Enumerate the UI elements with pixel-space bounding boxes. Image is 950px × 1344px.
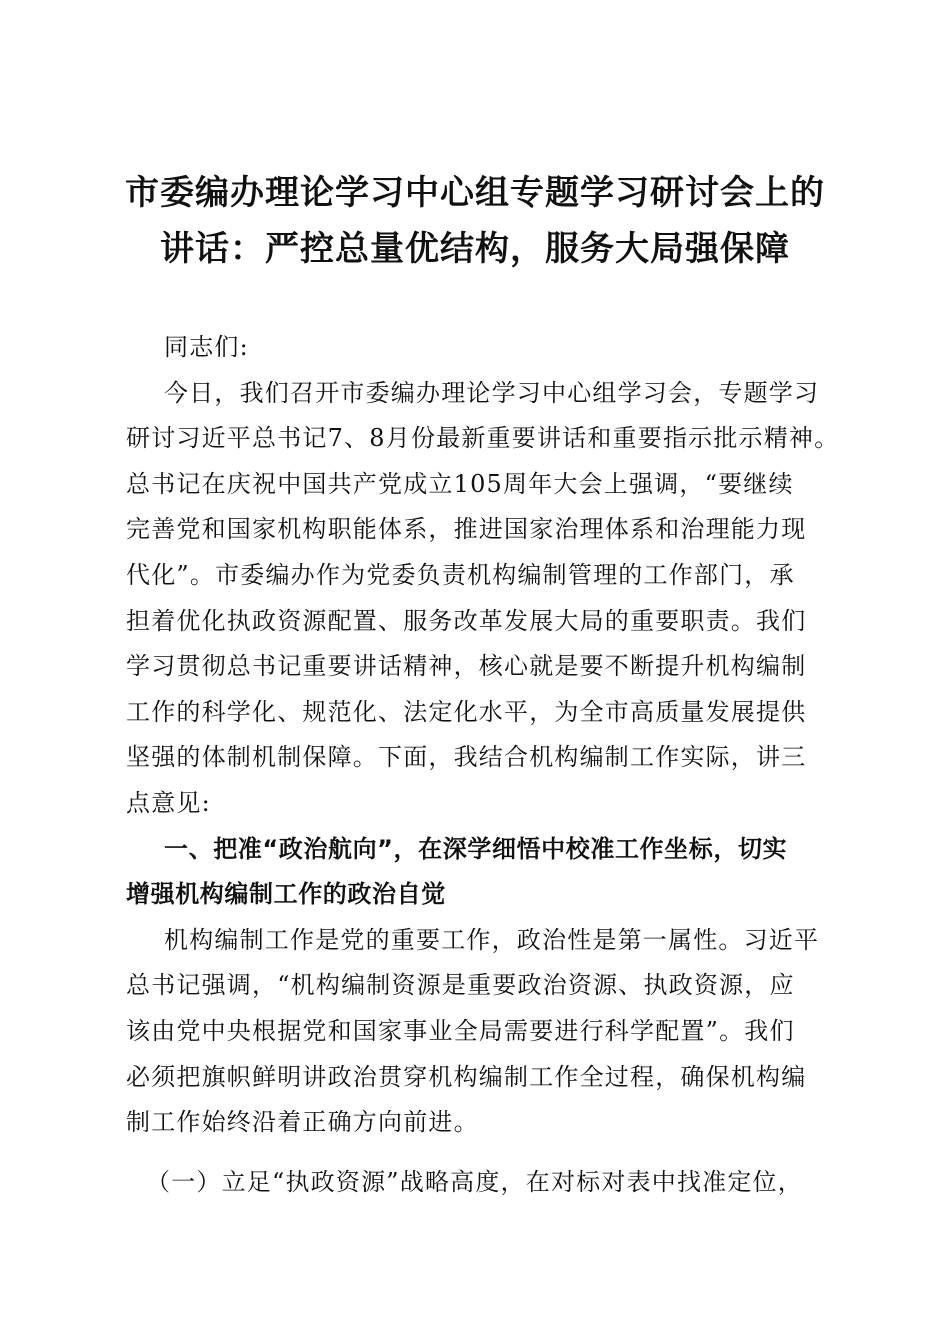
paragraph-line: 学习贯彻总书记重要讲话精神，核心就是要不断提升机构编制 <box>126 652 807 681</box>
heading-line: 一、把准“政治航向”，在深学细悟中校准工作坐标，切实 <box>164 834 788 863</box>
paragraph-line: 完善党和国家机构职能体系，推进国家治理体系和治理能力现 <box>126 515 807 544</box>
paragraph-section-1 <box>126 918 836 1146</box>
paragraph-line: 总书记强调，“机构编制资源是重要政治资源、执政资源，应 <box>126 971 795 1000</box>
paragraph-line: 担着优化执政资源配置、服务改革发展大局的重要职责。我们 <box>126 606 807 635</box>
paragraph-line: 坚强的体制机制保障。下面，我结合机构编制工作实际，讲三 <box>126 743 807 772</box>
paragraph-intro <box>126 371 840 827</box>
paragraph-line: 代化”。市委编办作为党委负责机构编制管理的工作部门，承 <box>126 560 795 589</box>
document-title <box>100 165 850 277</box>
paragraph-line: 该由党中央根据党和国家事业全局需要进行科学配置”。我们 <box>126 1016 795 1045</box>
section-heading-1 <box>126 827 836 918</box>
salutation: 同志们: <box>164 333 249 361</box>
paragraph-line: 工作的科学化、规范化、法定化水平，为全市高质量发展提供 <box>126 697 807 726</box>
title-line-1: 市委编办理论学习中心组专题学习研讨会上的 <box>125 173 825 213</box>
paragraph-line: 总书记在庆祝中国共产党成立105周年大会上强调，“要继续 <box>126 469 794 498</box>
document-body <box>126 325 840 1205</box>
heading-line: 增强机构编制工作的政治自觉 <box>126 880 446 909</box>
paragraph-line: 制工作始终沿着正确方向前进。 <box>126 1108 479 1137</box>
paragraph-line: 今日，我们召开市委编办理论学习中心组学习会，专题学习 <box>164 378 820 407</box>
paragraph-line: 机构编制工作是党的重要工作，政治性是第一属性。习近平 <box>164 925 820 954</box>
paragraph-line: 研讨习近平总书记7、8月份最新重要讲话和重要指示批示精神。 <box>126 424 840 453</box>
subsection-heading-1: （一）立足“执政资源”战略高度，在对标对表中找准定位， <box>146 1167 803 1196</box>
title-line-2: 讲话：严控总量优结构，服务大局强保障 <box>160 229 790 269</box>
paragraph-line: 必须把旗帜鲜明讲政治贯穿机构编制工作全过程，确保机构编 <box>126 1062 807 1091</box>
paragraph-line: 点意见: <box>126 788 211 817</box>
